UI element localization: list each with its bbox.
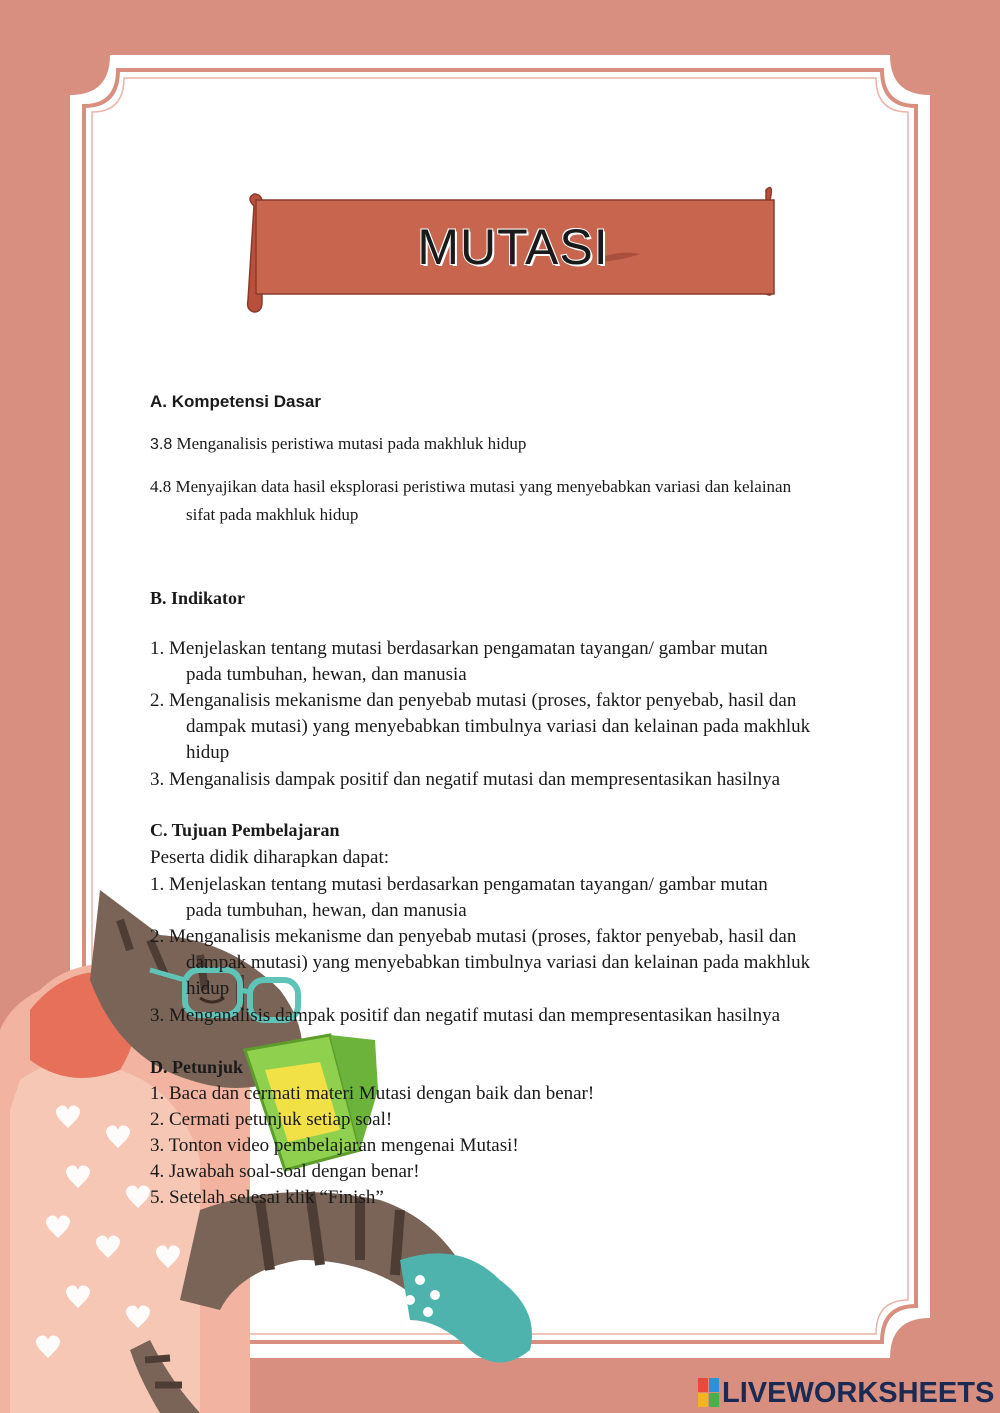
petunjuk-item: 5. Setelah selesai klik “Finish”	[150, 1187, 384, 1208]
liveworksheets-watermark[interactable]: LIVEWORKSHEETS	[722, 1377, 995, 1409]
indikator-item: 3. Menganalisis dampak positif dan negatif mutasi dan mempresentasikan hasilnya	[150, 769, 781, 790]
petunjuk-item: 3. Tonton video pembelajaran mengenai Mutasi!	[150, 1135, 519, 1156]
kompetensi-text: Menganalisis peristiwa mutasi pada makhluk hidup	[176, 434, 527, 453]
liveworksheets-logo-icon	[698, 1378, 720, 1408]
indikator-item-continuation: hidup	[186, 742, 230, 763]
section-heading-kompetensi: A. Kompetensi Dasar	[150, 392, 321, 411]
indikator-item-continuation: pada tumbuhan, hewan, dan manusia	[186, 664, 467, 685]
tujuan-item-continuation: pada tumbuhan, hewan, dan manusia	[186, 900, 467, 921]
petunjuk-item: 1. Baca dan cermati materi Mutasi dengan baik dan benar!	[150, 1083, 595, 1104]
tujuan-item-continuation: dampak mutasi) yang menyebabkan timbulnya variasi dan kelainan pada makhluk	[186, 952, 811, 973]
petunjuk-item: 2. Cermati petunjuk setiap soal!	[150, 1109, 393, 1130]
section-heading-indikator: B. Indikator	[150, 588, 246, 608]
kompetensi-number: 3.8	[150, 436, 173, 453]
tujuan-item-continuation: hidup	[186, 978, 230, 999]
tujuan-intro: Peserta didik diharapkan dapat:	[150, 847, 390, 868]
indikator-item: 1. Menjelaskan tentang mutasi berdasarkan pengamatan tayangan/ gambar mutan	[150, 638, 768, 659]
tujuan-item: 3. Menganalisis dampak positif dan negatif mutasi dan mempresentasikan hasilnya	[150, 1005, 781, 1026]
kompetensi-item	[150, 430, 870, 459]
tujuan-item: 2. Menganalisis mekanisme dan penyebab mutasi (proses, faktor penyebab, hasil dan	[150, 926, 797, 947]
kompetensi-number: 4.8	[150, 477, 172, 496]
indikator-item: 2. Menganalisis mekanisme dan penyebab mutasi (proses, faktor penyebab, hasil dan	[150, 690, 797, 711]
section-heading-petunjuk: D. Petunjuk	[150, 1057, 244, 1077]
kompetensi-text-continuation: sifat pada makhluk hidup	[186, 505, 359, 524]
petunjuk-item: 4. Jawabah soal-soal dengan benar!	[150, 1161, 420, 1182]
kompetensi-text: Menyajikan data hasil eksplorasi peristiwa mutasi yang menyebabkan variasi dan kelainan	[175, 477, 792, 496]
indikator-item-continuation: dampak mutasi) yang menyebabkan timbulnya variasi dan kelainan pada makhluk	[186, 716, 811, 737]
tujuan-item: 1. Menjelaskan tentang mutasi berdasarkan pengamatan tayangan/ gambar mutan	[150, 874, 768, 895]
section-heading-tujuan: C. Tujuan Pembelajaran	[150, 820, 340, 840]
kompetensi-item	[150, 473, 870, 501]
page-title: MUTASI	[417, 219, 609, 275]
